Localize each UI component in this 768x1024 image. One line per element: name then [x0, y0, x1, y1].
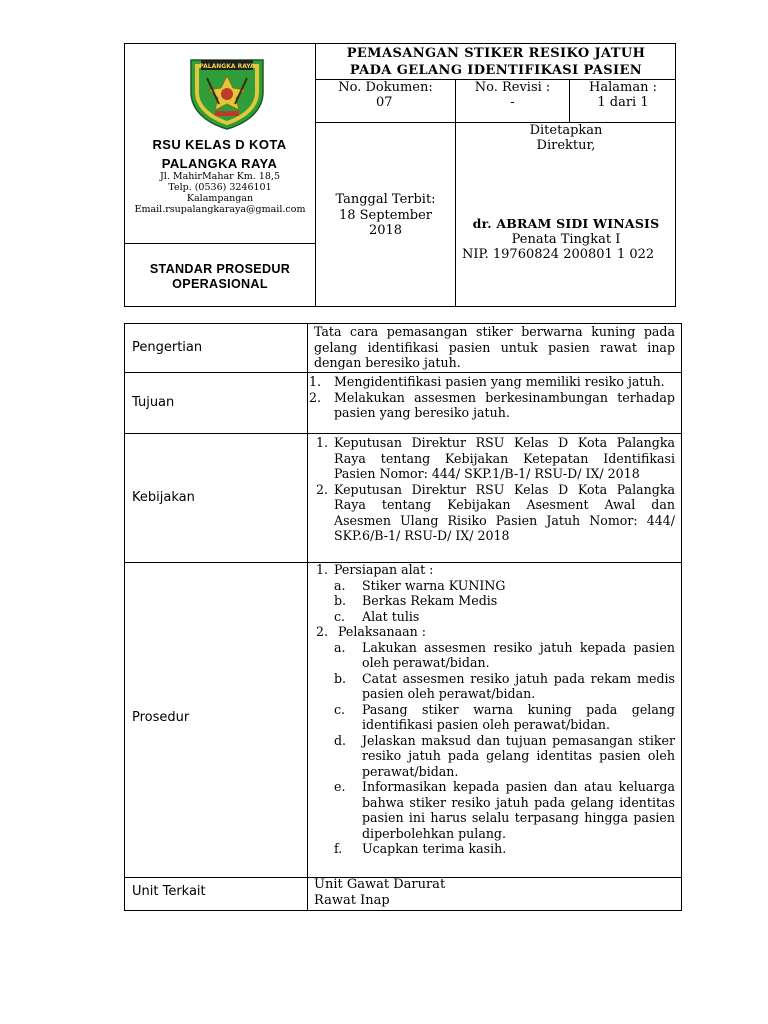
label-unit-terkait: Unit Terkait: [132, 884, 206, 899]
no-revisi-label: No. Revisi :: [474, 80, 551, 95]
kebijakan-list: [316, 435, 675, 544]
prosedur-list: [316, 562, 675, 857]
halaman: [570, 80, 676, 110]
no-dokumen-value: 07: [376, 95, 393, 110]
prosedur-step: 2. Pelaksanaan :: [316, 624, 426, 639]
unit-terkait: [314, 877, 674, 909]
no-dokumen: [316, 80, 455, 110]
kebijakan-item: 1. Keputusan Direktur RSU Kelas D Kota Palangka Raya tentang Kebijakan Ketepatan Identifikasi Pasien Nomor: 444/ SKP.1/B-1/ RSU-D/ IX/ 2018: [316, 435, 675, 481]
prosedur-subitem: a. Stiker warna KUNING: [334, 577, 506, 593]
title-line-2: PADA GELANG IDENTIFIKASI PASIEN: [349, 63, 643, 78]
halaman-value: 1 dari 1: [597, 95, 649, 110]
tujuan-item: 2. Melakukan assesmen berkesinambungan terhadap pasien yang beresiko jatuh.: [309, 389, 675, 420]
kebijakan-item: 2. Keputusan Direktur RSU Kelas D Kota Palangka Raya tentang Kebijakan Asesment Awal dan Asesmen Ulang Risiko Pasien Jatuh Nomor: 444/ SKP.6/B-1/ RSU-D/ IX/ 2018: [316, 481, 675, 543]
label-tujuan: Tujuan: [132, 395, 175, 410]
label-kebijakan: Kebijakan: [132, 490, 195, 505]
tanggal-value-year: 2018: [368, 223, 403, 238]
tujuan-list: [309, 374, 675, 421]
page-title: [316, 45, 676, 79]
tujuan-item: 1. Mengidentifikasi pasien yang memiliki resiko jatuh.: [309, 374, 665, 389]
address-phone: Telp. (0536) 3246101: [168, 182, 272, 193]
tanggal-terbit: [316, 192, 455, 239]
prosedur-step: 1. Persiapan alat :: [316, 562, 434, 577]
pengertian-text: Tata cara pemasangan stiker berwarna kuning pada gelang identifikasi pasien untuk pasien rawat inap dengan beresiko jatuh.: [314, 324, 675, 370]
ditetapkan-label: Ditetapkan: [529, 123, 603, 138]
address-email: Email.rsupalangkaraya@gmail.com: [134, 204, 306, 215]
prosedur-subitem: b. Catat assesmen resiko jatuh pada rekam medis pasien oleh perawat/bidan.: [334, 670, 675, 701]
tanggal-label: Tanggal Terbit:: [335, 192, 436, 207]
unit-line-1: Unit Gawat Darurat: [314, 877, 446, 892]
prosedur-subitem: d. Jelaskan maksud dan tujuan pemasangan stiker resiko jatuh pada gelang identitas pasien oleh perawat/bidan.: [334, 732, 675, 779]
direktur-label: Direktur,: [536, 138, 596, 153]
logo-text: PALANGKA RAYA: [199, 63, 255, 70]
label-prosedur: Prosedur: [132, 710, 190, 725]
signer-name: dr. ABRAM SIDI WINASIS: [472, 216, 660, 231]
hospital-logo: [189, 54, 265, 130]
no-dokumen-label: No. Dokumen:: [338, 80, 433, 95]
doc-type: STANDAR PROSEDUR OPERASIONAL: [149, 262, 291, 291]
label-pengertian: Pengertian: [132, 340, 203, 355]
signer-rank: Penata Tingkat I: [511, 232, 621, 247]
signer-nip: NIP. 19760824 200801 1 022: [462, 247, 655, 262]
no-revisi-value: -: [510, 95, 515, 110]
prosedur-subitem: b. Berkas Rekam Medis: [334, 593, 498, 608]
unit-line-2: Rawat Inap: [314, 893, 390, 908]
address-area: Kalampangan: [186, 193, 254, 204]
address-street: Jl. MahirMahar Km. 18,5: [159, 171, 280, 182]
hospital-address: [130, 171, 310, 215]
halaman-label: Halaman :: [589, 80, 657, 95]
prosedur-subitem: c. Pasang stiker warna kuning pada gelang identifikasi pasien oleh perawat/bidan.: [334, 701, 675, 732]
prosedur-subitem: a. Lakukan assesmen resiko jatuh kepada pasien oleh perawat/bidan.: [334, 639, 675, 670]
prosedur-subitem: f. Ucapkan terima kasih.: [334, 841, 507, 856]
ditetapkan: [456, 123, 676, 153]
no-revisi: [456, 80, 569, 110]
prosedur-subitem: e. Informasikan kepada pasien dan atau keluarga bahwa stiker resiko jatuh pada gelang identitas pasien ini harus selalu terpasang hingga pasien diperbolehkan pulang.: [334, 779, 675, 841]
hospital-name: RSU KELAS D KOTA PALANGKA RAYA: [152, 137, 287, 171]
tanggal-value-date: 18 September: [338, 207, 433, 223]
prosedur-subitem: c. Alat tulis: [334, 608, 420, 624]
title-line-1: PEMASANGAN STIKER RESIKO JATUH: [346, 46, 646, 61]
